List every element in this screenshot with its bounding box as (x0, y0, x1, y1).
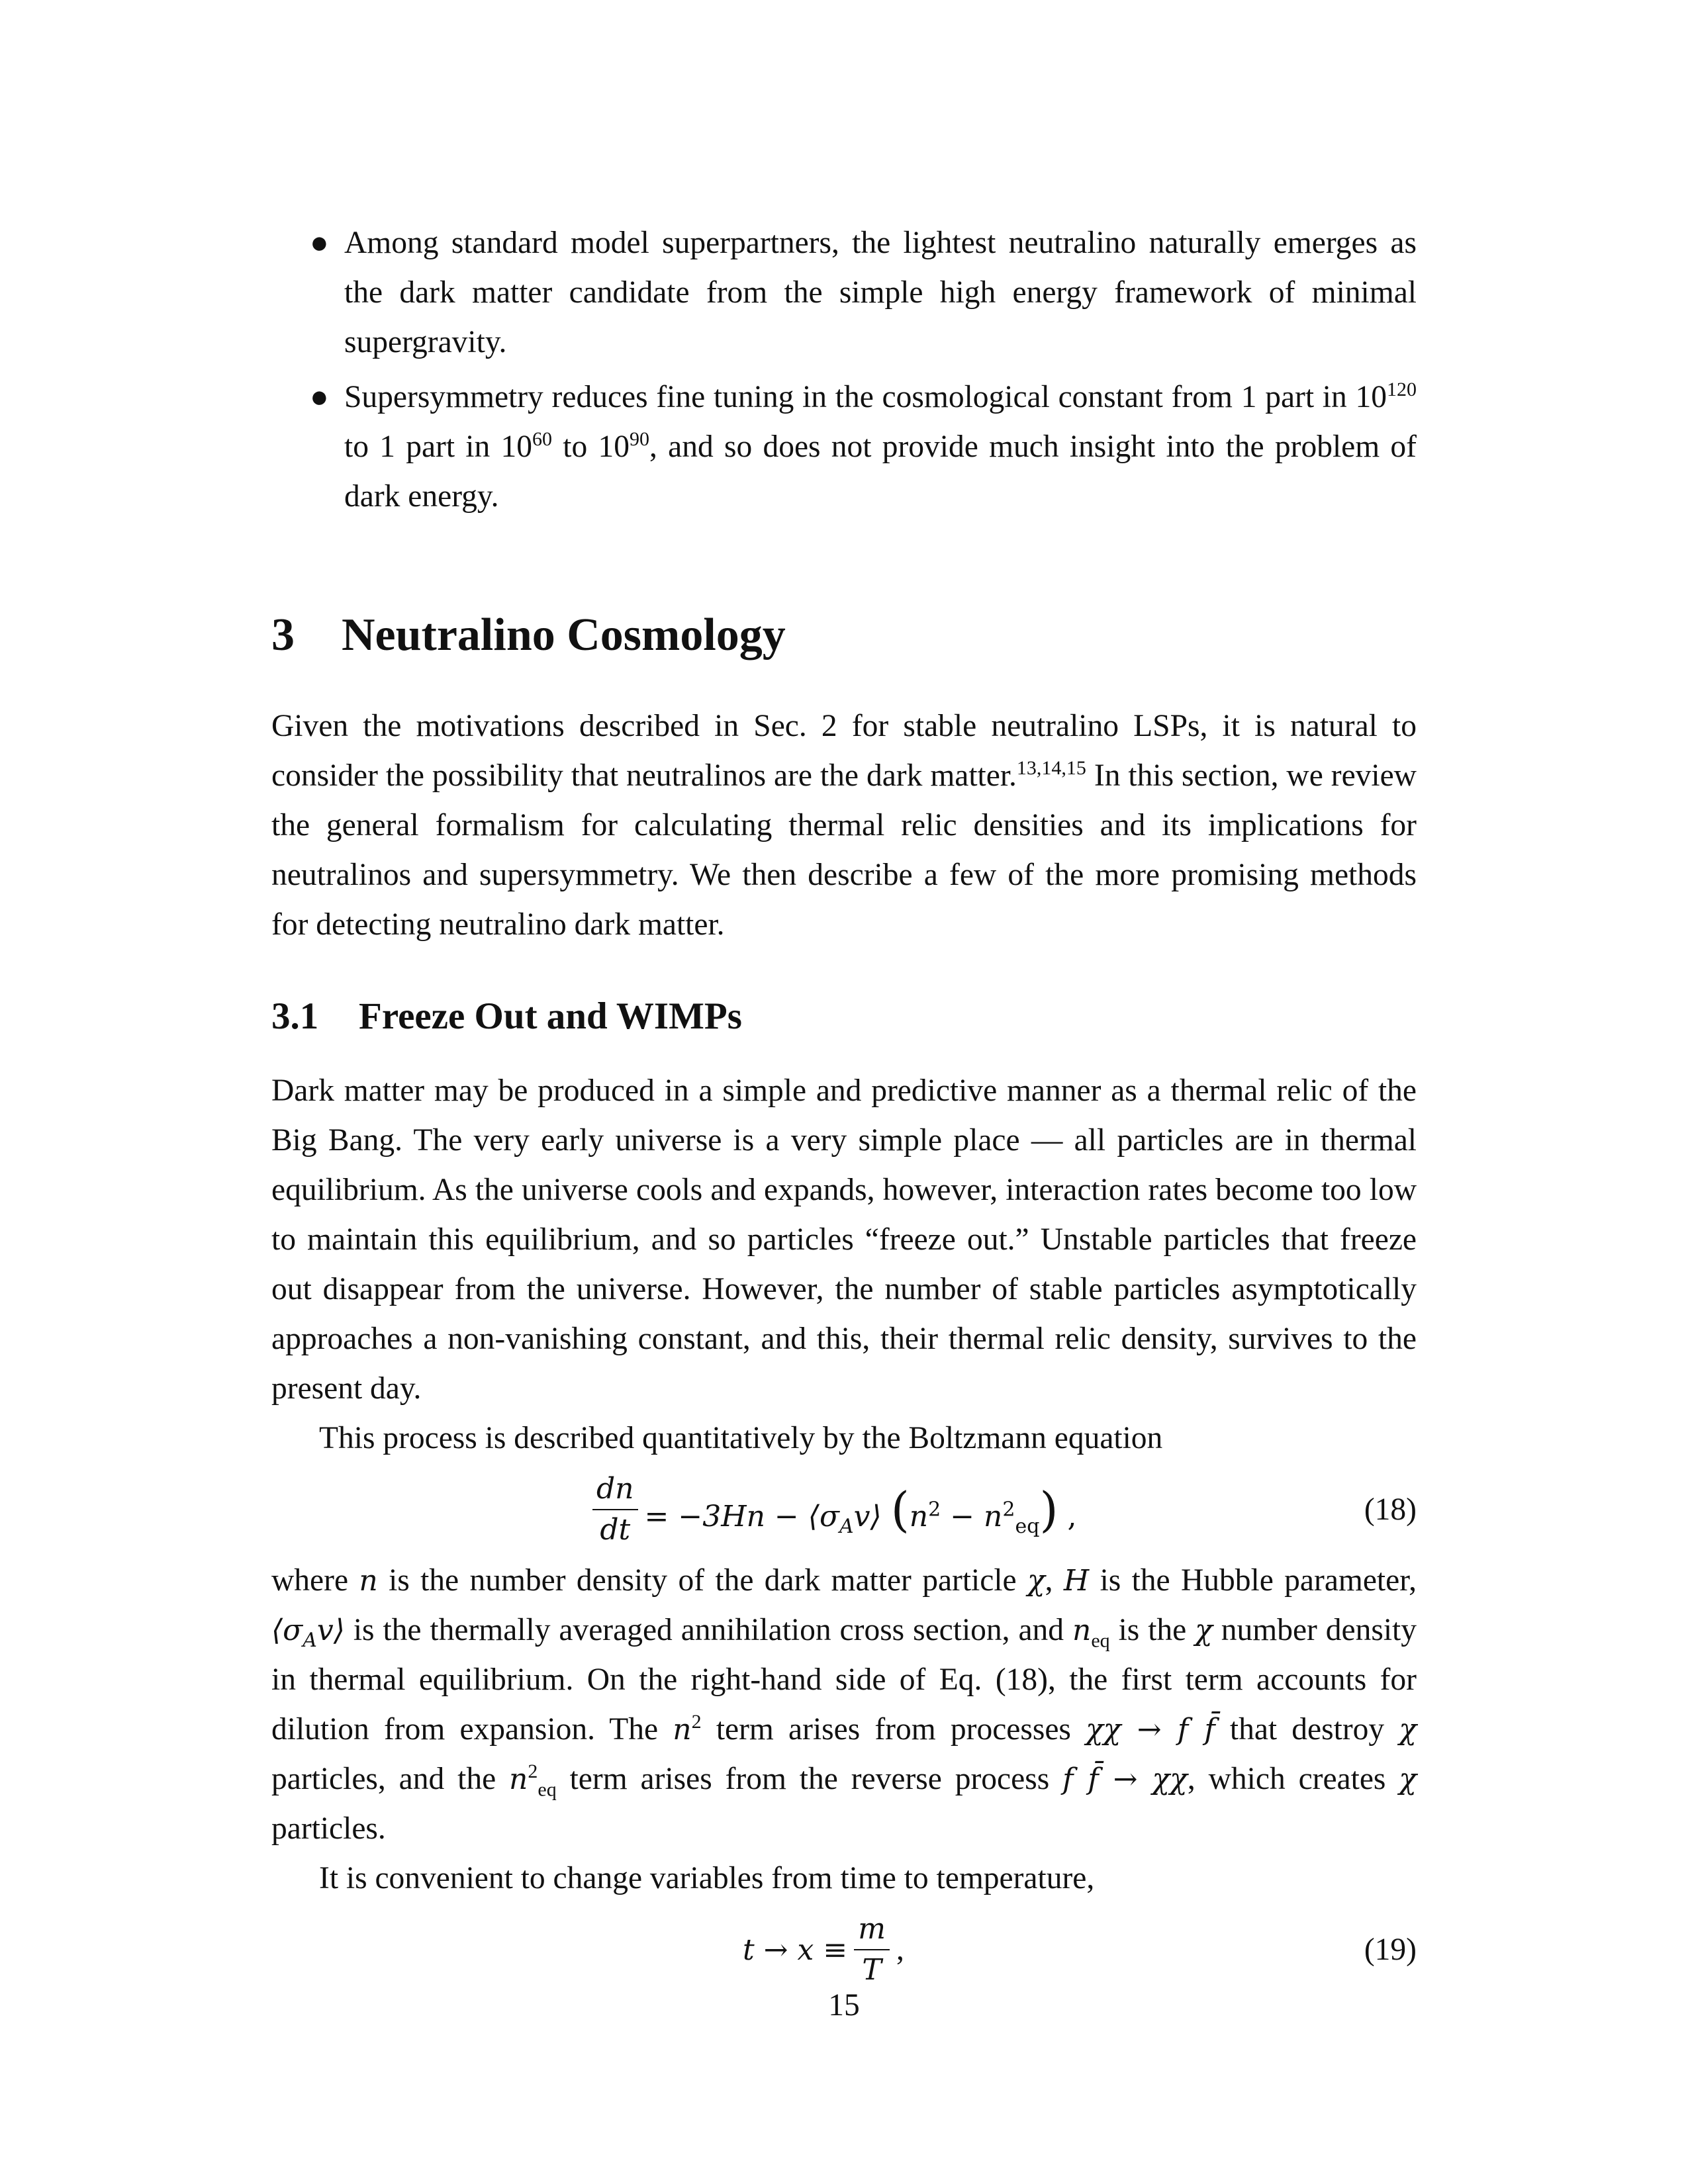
equation-number: (19) (1364, 1933, 1417, 1967)
bullet-text: Supersymmetry reduces fine tuning in the cosmological constant from 1 part in $10^{120}$ to 1 part in $10^{60}$ to $10^{90}$, and so does not provide much insight into the problem of dark energy. (344, 379, 1417, 514)
section-heading (271, 609, 1417, 662)
bullet-list (271, 218, 1417, 522)
bullet-icon: ● (310, 226, 329, 260)
paragraph: Dark matter may be produced in a simple and predictive manner as a thermal relic of the Big Bang. The very early universe is a very simple place — all particles are in thermal equilibrium. As the universe cools and expands, however, interaction rates become too low to maintain this equilibrium, and so particles “freeze out.” Unstable particles that freeze out disappear from the universe. However, the number of stable particles asymptotically approaches a non-vanishing constant, and this, their thermal relic density, survives to the present day. (271, 1073, 1417, 1406)
equation-body: $\frac{dn}{dt}$ = $-3Hn - ⟨\sigma_Av⟩$ $(n^2 - n^2_{eq})$ , (586, 1463, 1077, 1556)
bullet-item (271, 218, 1417, 367)
equation-19 (271, 1903, 1417, 1996)
equation-body: t → x ≡ $\frac{m}{T}$ , (743, 1912, 904, 1987)
subsection-title: Freeze Out and WIMPs (359, 995, 742, 1037)
section-title: Neutralino Cosmology (342, 610, 786, 660)
bullet-icon: ● (310, 380, 329, 414)
paragraph: This process is described quantitatively by the Boltzmann equation (319, 1421, 1163, 1455)
bullet-text: Among standard model superpartners, the lightest neutralino naturally emerges as the dark matter candidate from the simple high energy framework of minimal supergravity. (344, 226, 1417, 359)
subsection-heading (271, 993, 1417, 1040)
paragraph: It is convenient to change variables from time to temperature, (319, 1861, 1095, 1895)
subsection-number: 3.1 (271, 995, 319, 1037)
citation: 13,14,15 (1016, 757, 1086, 780)
paragraph: where n is the number density of the dark matter particle χ, H is the Hubble parameter, $⟨\sigma_Av⟩$ is the thermally averaged annihilation cross section, and $n_{eq}$ is the χ number density in thermal equilibrium. On the right-hand side of Eq. (18), the first term accounts for dilution from expansion. The $n^2$ term arises from processes χχ → f f̄ that destroy χ particles, and the $n^2_{eq}$ term arises from the reverse process f f̄ → χχ, which creates χ particles. (271, 1563, 1417, 1846)
equation-18 (271, 1463, 1417, 1556)
fraction: $\frac{dn}{dt}$ (592, 1472, 638, 1547)
page-number: 15 (828, 1988, 860, 2023)
section-number: 3 (271, 610, 295, 660)
equation-number: (18) (1364, 1492, 1417, 1527)
bullet-item (271, 373, 1417, 522)
intro-paragraph: Given the motivations described in Sec. 2 for stable neutralino LSPs, it is natural to consider the possibility that neutralinos are the dark matter.$^{13,14,15}$ In this section, we review the general formalism for calculating thermal relic densities and its implications for neutralinos and supersymmetry. We then describe a few of the more promising methods for detecting neutralino dark matter. (271, 709, 1417, 942)
fraction: $\frac{m}{T}$ (854, 1912, 890, 1987)
page-body (271, 218, 1417, 1996)
